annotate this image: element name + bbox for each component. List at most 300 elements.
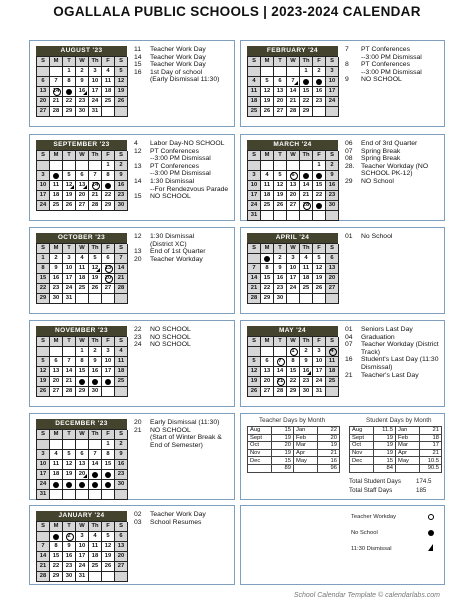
- day-cell: 21: [37, 562, 50, 572]
- event-list: [134, 419, 234, 449]
- day-cell: 17: [76, 552, 89, 562]
- day-cell: 29: [261, 294, 274, 304]
- day-cell: 7: [287, 77, 300, 87]
- day-cell: 5: [115, 67, 128, 77]
- day-cell: [37, 67, 50, 77]
- day-cell: 19: [248, 377, 261, 387]
- event-item: [134, 256, 234, 264]
- day-cell: 4: [326, 347, 339, 357]
- event-date: 14: [134, 177, 142, 185]
- weekday-header: Th: [300, 151, 313, 161]
- teacher-days-title: Teacher Days by Month: [259, 417, 326, 424]
- day-cell: 11: [300, 264, 313, 274]
- event-text: End of 3rd Quarter: [361, 140, 418, 147]
- event-item: [345, 61, 445, 69]
- day-cell: [37, 347, 50, 357]
- month-panel-september: [29, 134, 235, 221]
- day-cell: 6: [326, 254, 339, 264]
- day-cell: [102, 470, 115, 480]
- weekday-header: S: [248, 151, 261, 161]
- day-cell: 15: [102, 460, 115, 470]
- day-cell: 25: [300, 284, 313, 294]
- day-cell: 18: [248, 97, 261, 107]
- month-cell: Mar: [396, 442, 420, 450]
- day-cell: 15: [50, 552, 63, 562]
- weekday-header: M: [50, 57, 63, 67]
- day-cell: 5: [63, 171, 76, 181]
- legend-label-dismissal: 11:30 Dismissal: [351, 546, 392, 552]
- day-cell: 4: [50, 450, 63, 460]
- day-cell: 24: [326, 97, 339, 107]
- day-cell: 2: [326, 161, 339, 171]
- count-cell: 90.5: [420, 464, 442, 472]
- day-cell: [102, 490, 115, 500]
- day-cell: [287, 211, 300, 221]
- month-name: FEBRUARY '24: [247, 46, 338, 56]
- weekday-header: S: [115, 151, 128, 161]
- month-name: JANUARY '24: [36, 511, 127, 521]
- day-cell: 22: [261, 284, 274, 294]
- month-cell: Nov: [248, 449, 272, 457]
- day-cell: 28: [274, 387, 287, 397]
- day-cell: 25: [102, 97, 115, 107]
- event-item: [345, 76, 445, 84]
- event-date: 01: [345, 233, 353, 240]
- dismissal-triangle-icon: [428, 544, 433, 551]
- day-cell: 9: [50, 264, 63, 274]
- teacher-days-table: [247, 426, 340, 473]
- event-item: [134, 69, 234, 77]
- day-cell: 27: [287, 201, 300, 211]
- month-panel-may: [240, 320, 445, 407]
- event-item: [345, 233, 445, 241]
- day-cell: 11: [102, 77, 115, 87]
- day-cell: 13: [326, 264, 339, 274]
- day-cell: 2: [115, 440, 128, 450]
- day-cell: [50, 161, 63, 171]
- day-cell: [76, 480, 89, 490]
- day-cell: 31: [248, 211, 261, 221]
- day-cell: 1: [287, 347, 300, 357]
- month-name: AUGUST '23: [36, 46, 127, 56]
- day-cell: 17: [37, 191, 50, 201]
- day-cell: [300, 171, 313, 181]
- event-text: Teacher Work Day: [150, 46, 206, 53]
- weekday-header: S: [37, 522, 50, 532]
- day-cell: 20: [37, 97, 50, 107]
- day-cell: 17: [313, 367, 326, 377]
- day-cell: 17: [89, 87, 102, 97]
- event-date: [345, 69, 361, 77]
- day-cell: [300, 77, 313, 87]
- day-cell: 7: [63, 357, 76, 367]
- day-cell: 20: [76, 191, 89, 201]
- day-cell: 23: [115, 191, 128, 201]
- event-date: 28.: [345, 162, 355, 170]
- event-list: [345, 46, 445, 84]
- weekday-header: T: [63, 337, 76, 347]
- event-text: Spring Break: [361, 147, 401, 155]
- day-cell: 1: [37, 254, 50, 264]
- day-cell: 3: [37, 171, 50, 181]
- day-cell: 7: [274, 357, 287, 367]
- weekday-header: M: [261, 244, 274, 254]
- month-name: OCTOBER '23: [36, 233, 127, 243]
- weekday-header: T: [274, 337, 287, 347]
- month-calendar: [36, 140, 127, 211]
- count-cell: 22: [318, 427, 340, 435]
- weekday-header: M: [261, 337, 274, 347]
- count-cell: 10.5: [420, 457, 442, 465]
- day-cell: 30: [115, 201, 128, 211]
- event-text: NO SCHOOL: [150, 426, 191, 434]
- day-cell: [89, 490, 102, 500]
- day-cell: 9: [274, 264, 287, 274]
- day-cell: 8: [102, 171, 115, 181]
- weekday-header: W: [76, 244, 89, 254]
- day-cell: 27: [274, 107, 287, 117]
- day-cell: 7: [115, 254, 128, 264]
- event-list: [345, 233, 445, 241]
- day-cell: [313, 77, 326, 87]
- day-cell: 5: [248, 357, 261, 367]
- day-cell: 25: [76, 284, 89, 294]
- day-grid: [36, 336, 127, 397]
- event-item: [134, 434, 234, 449]
- days-row: [350, 442, 442, 450]
- day-cell: 20: [274, 97, 287, 107]
- day-cell: 27: [115, 562, 128, 572]
- day-cell: 11: [261, 181, 274, 191]
- day-cell: 12: [89, 264, 102, 274]
- day-cell: 22: [102, 191, 115, 201]
- days-row: [248, 427, 340, 435]
- weekday-header: S: [248, 57, 261, 67]
- event-text: Teacher Work Day: [150, 511, 206, 518]
- day-cell: 23: [313, 97, 326, 107]
- event-item: [134, 241, 234, 249]
- month-cell: Aug: [248, 427, 272, 435]
- day-cell: 28: [248, 294, 261, 304]
- weekday-header: F: [102, 244, 115, 254]
- event-text: NO SCHOOL: [150, 333, 191, 341]
- day-cell: 16: [300, 367, 313, 377]
- event-text: No School: [361, 233, 393, 240]
- day-cell: [63, 490, 76, 500]
- month-cell: Sept: [350, 434, 374, 442]
- event-date: [134, 434, 150, 449]
- day-cell: 10: [37, 460, 50, 470]
- day-cell: 6: [76, 450, 89, 460]
- day-cell: 14: [89, 460, 102, 470]
- event-item: [134, 341, 234, 349]
- day-cell: 2: [115, 161, 128, 171]
- day-cell: 5: [37, 357, 50, 367]
- count-cell: 11.5: [374, 427, 396, 435]
- day-cell: 15: [261, 274, 274, 284]
- day-cell: [50, 347, 63, 357]
- day-cell: 18: [76, 274, 89, 284]
- day-cell: [50, 490, 63, 500]
- day-cell: [274, 67, 287, 77]
- weekday-header: F: [102, 522, 115, 532]
- event-date: [134, 241, 150, 249]
- day-cell: 12: [248, 367, 261, 377]
- count-cell: 21: [318, 449, 340, 457]
- day-cell: 3: [287, 254, 300, 264]
- day-cell: 26: [248, 387, 261, 397]
- day-cell: 11: [50, 181, 63, 191]
- day-cell: 30: [50, 294, 63, 304]
- day-cell: [261, 211, 274, 221]
- day-cell: [89, 572, 102, 582]
- day-cell: 9: [63, 542, 76, 552]
- weekday-header: W: [76, 430, 89, 440]
- weekday-header: Th: [300, 57, 313, 67]
- event-date: 12: [134, 233, 142, 240]
- event-date: [134, 170, 150, 178]
- weekday-header: S: [248, 244, 261, 254]
- event-item: [345, 163, 445, 178]
- event-item: [134, 148, 234, 156]
- event-text: Early Dismissal (11:30): [150, 419, 220, 426]
- day-cell: 18: [89, 552, 102, 562]
- event-item: [134, 519, 234, 527]
- day-cell: 25: [89, 562, 102, 572]
- event-date: 9: [345, 76, 349, 84]
- weekday-header: M: [50, 337, 63, 347]
- event-text: NO SCHOOL: [361, 76, 402, 84]
- day-cell: [261, 67, 274, 77]
- event-text: Teacher Work Day: [150, 61, 206, 69]
- day-cell: [248, 161, 261, 171]
- day-cell: [102, 377, 115, 387]
- day-cell: 30: [63, 572, 76, 582]
- weekday-header: Th: [89, 151, 102, 161]
- event-text: Teacher Work Day: [150, 53, 206, 61]
- month-name: SEPTEMBER '23: [36, 140, 127, 150]
- day-cell: [313, 211, 326, 221]
- day-cell: 19: [63, 470, 76, 480]
- month-panel-november: [29, 320, 235, 407]
- day-cell: 30: [89, 387, 102, 397]
- day-cell: 12: [37, 367, 50, 377]
- day-cell: 23: [50, 284, 63, 294]
- event-item: [345, 46, 445, 54]
- day-cell: 18: [261, 191, 274, 201]
- day-cell: 11: [50, 460, 63, 470]
- weekday-header: W: [76, 522, 89, 532]
- total-staff-days-label: Total Staff Days: [349, 487, 393, 494]
- day-cell: 24: [287, 284, 300, 294]
- weekday-header: S: [115, 430, 128, 440]
- day-cell: 13: [274, 87, 287, 97]
- month-cell: [350, 464, 374, 472]
- day-cell: 16: [115, 460, 128, 470]
- day-cell: [326, 211, 339, 221]
- event-text: 1:30 Dismissal: [150, 233, 195, 240]
- day-cell: 24: [37, 480, 50, 490]
- day-cell: 20: [326, 274, 339, 284]
- event-date: 8: [345, 61, 349, 69]
- day-cell: 10: [102, 357, 115, 367]
- day-cell: 17: [287, 274, 300, 284]
- event-date: [134, 186, 150, 194]
- month-panel-march: [240, 134, 445, 221]
- day-grid: [247, 336, 338, 397]
- month-panel-december: [29, 413, 235, 500]
- day-cell: [76, 490, 89, 500]
- day-grid: [36, 150, 127, 211]
- days-row: [350, 449, 442, 457]
- event-item: [345, 54, 445, 62]
- event-date: 21: [134, 426, 142, 434]
- day-cell: 29: [287, 387, 300, 397]
- day-cell: 14: [300, 181, 313, 191]
- weekday-header: M: [50, 522, 63, 532]
- event-text: Teacher Workday: [150, 255, 203, 263]
- day-cell: 9: [115, 450, 128, 460]
- day-cell: 16: [76, 87, 89, 97]
- event-date: 01: [345, 326, 353, 333]
- day-cell: 13: [102, 264, 115, 274]
- day-cell: 14: [37, 552, 50, 562]
- month-cell: May: [396, 457, 420, 465]
- day-cell: 19: [102, 552, 115, 562]
- day-cell: 15: [313, 181, 326, 191]
- legend-label-no-school: No School: [351, 530, 378, 536]
- event-text: (Early Dismissal 11:30): [150, 76, 220, 84]
- day-cell: 20: [261, 377, 274, 387]
- day-cell: [274, 347, 287, 357]
- day-cell: 22: [313, 191, 326, 201]
- event-date: [134, 155, 150, 163]
- day-cell: 9: [89, 357, 102, 367]
- event-list: [134, 140, 234, 201]
- event-text: (Start of Winter Break & End of Semester): [150, 434, 222, 449]
- month-calendar: [36, 419, 127, 500]
- day-cell: 21: [287, 97, 300, 107]
- event-date: 15: [134, 61, 142, 69]
- day-cell: 30: [326, 201, 339, 211]
- day-cell: [37, 440, 50, 450]
- day-cell: 21: [115, 274, 128, 284]
- day-cell: [300, 211, 313, 221]
- weekday-header: W: [76, 151, 89, 161]
- month-panel-february: [240, 40, 445, 127]
- day-cell: 12: [274, 181, 287, 191]
- day-cell: [287, 67, 300, 77]
- event-date: 4: [134, 140, 138, 147]
- event-text: PT Conferences: [150, 147, 199, 155]
- month-cell: Jan: [396, 427, 420, 435]
- event-list: [134, 46, 234, 84]
- month-panel-october: [29, 227, 235, 314]
- month-cell: Oct: [350, 442, 374, 450]
- event-list: [134, 233, 234, 263]
- weekday-header: M: [261, 57, 274, 67]
- weekday-header: S: [326, 337, 339, 347]
- event-item: [345, 140, 445, 148]
- event-list: [134, 326, 234, 349]
- day-cell: [102, 107, 115, 117]
- event-item: [134, 233, 234, 241]
- day-cell: 29: [76, 387, 89, 397]
- event-list: [345, 326, 445, 379]
- day-cell: 6: [115, 532, 128, 542]
- event-text: Labor Day-NO SCHOOL: [150, 140, 225, 147]
- event-item: [134, 163, 234, 171]
- event-text: Teacher Workday (District Track): [361, 341, 439, 356]
- day-cell: 3: [76, 532, 89, 542]
- day-cell: [115, 107, 128, 117]
- weekday-header: S: [115, 57, 128, 67]
- day-cell: [76, 440, 89, 450]
- days-row: [248, 457, 340, 465]
- day-cell: [274, 161, 287, 171]
- month-panel-january: [29, 505, 235, 585]
- footer-credit: School Calendar Template © calendarlabs.com: [293, 592, 440, 599]
- event-date: [134, 76, 150, 84]
- day-cell: 18: [115, 367, 128, 377]
- weekday-header: M: [50, 430, 63, 440]
- month-name: DECEMBER '23: [36, 419, 127, 429]
- day-cell: [313, 201, 326, 211]
- day-cell: [89, 294, 102, 304]
- day-cell: 25: [50, 201, 63, 211]
- day-cell: 10: [63, 264, 76, 274]
- event-date: 7: [345, 46, 349, 53]
- month-name: MAY '24: [247, 326, 338, 336]
- day-cell: 28: [287, 107, 300, 117]
- day-cell: 4: [89, 532, 102, 542]
- event-date: 11: [134, 46, 142, 53]
- event-item: [134, 511, 234, 519]
- day-cell: [89, 480, 102, 490]
- day-cell: [261, 254, 274, 264]
- no-school-dot-icon: [428, 530, 434, 536]
- day-cell: 18: [50, 191, 63, 201]
- legend-panel: [240, 505, 445, 585]
- day-cell: [89, 440, 102, 450]
- day-cell: 14: [248, 274, 261, 284]
- day-cell: 17: [37, 470, 50, 480]
- weekday-header: T: [63, 57, 76, 67]
- day-cell: 6: [37, 77, 50, 87]
- day-cell: 31: [89, 107, 102, 117]
- day-cell: 1: [63, 67, 76, 77]
- day-cell: 20: [50, 377, 63, 387]
- day-cell: 4: [261, 171, 274, 181]
- day-cell: 8: [37, 264, 50, 274]
- day-cell: 3: [326, 67, 339, 77]
- count-cell: 19: [374, 449, 396, 457]
- day-cell: 17: [248, 191, 261, 201]
- weekday-header: F: [102, 337, 115, 347]
- day-cell: 25: [115, 377, 128, 387]
- weekday-header: F: [313, 57, 326, 67]
- day-cell: 9: [326, 171, 339, 181]
- event-date: 16: [134, 68, 142, 76]
- day-cell: 22: [63, 97, 76, 107]
- weekday-header: S: [37, 244, 50, 254]
- day-cell: 29: [300, 107, 313, 117]
- day-cell: 24: [89, 97, 102, 107]
- day-cell: 30: [300, 387, 313, 397]
- day-cell: 24: [313, 377, 326, 387]
- day-cell: [102, 181, 115, 191]
- day-cell: 16: [50, 274, 63, 284]
